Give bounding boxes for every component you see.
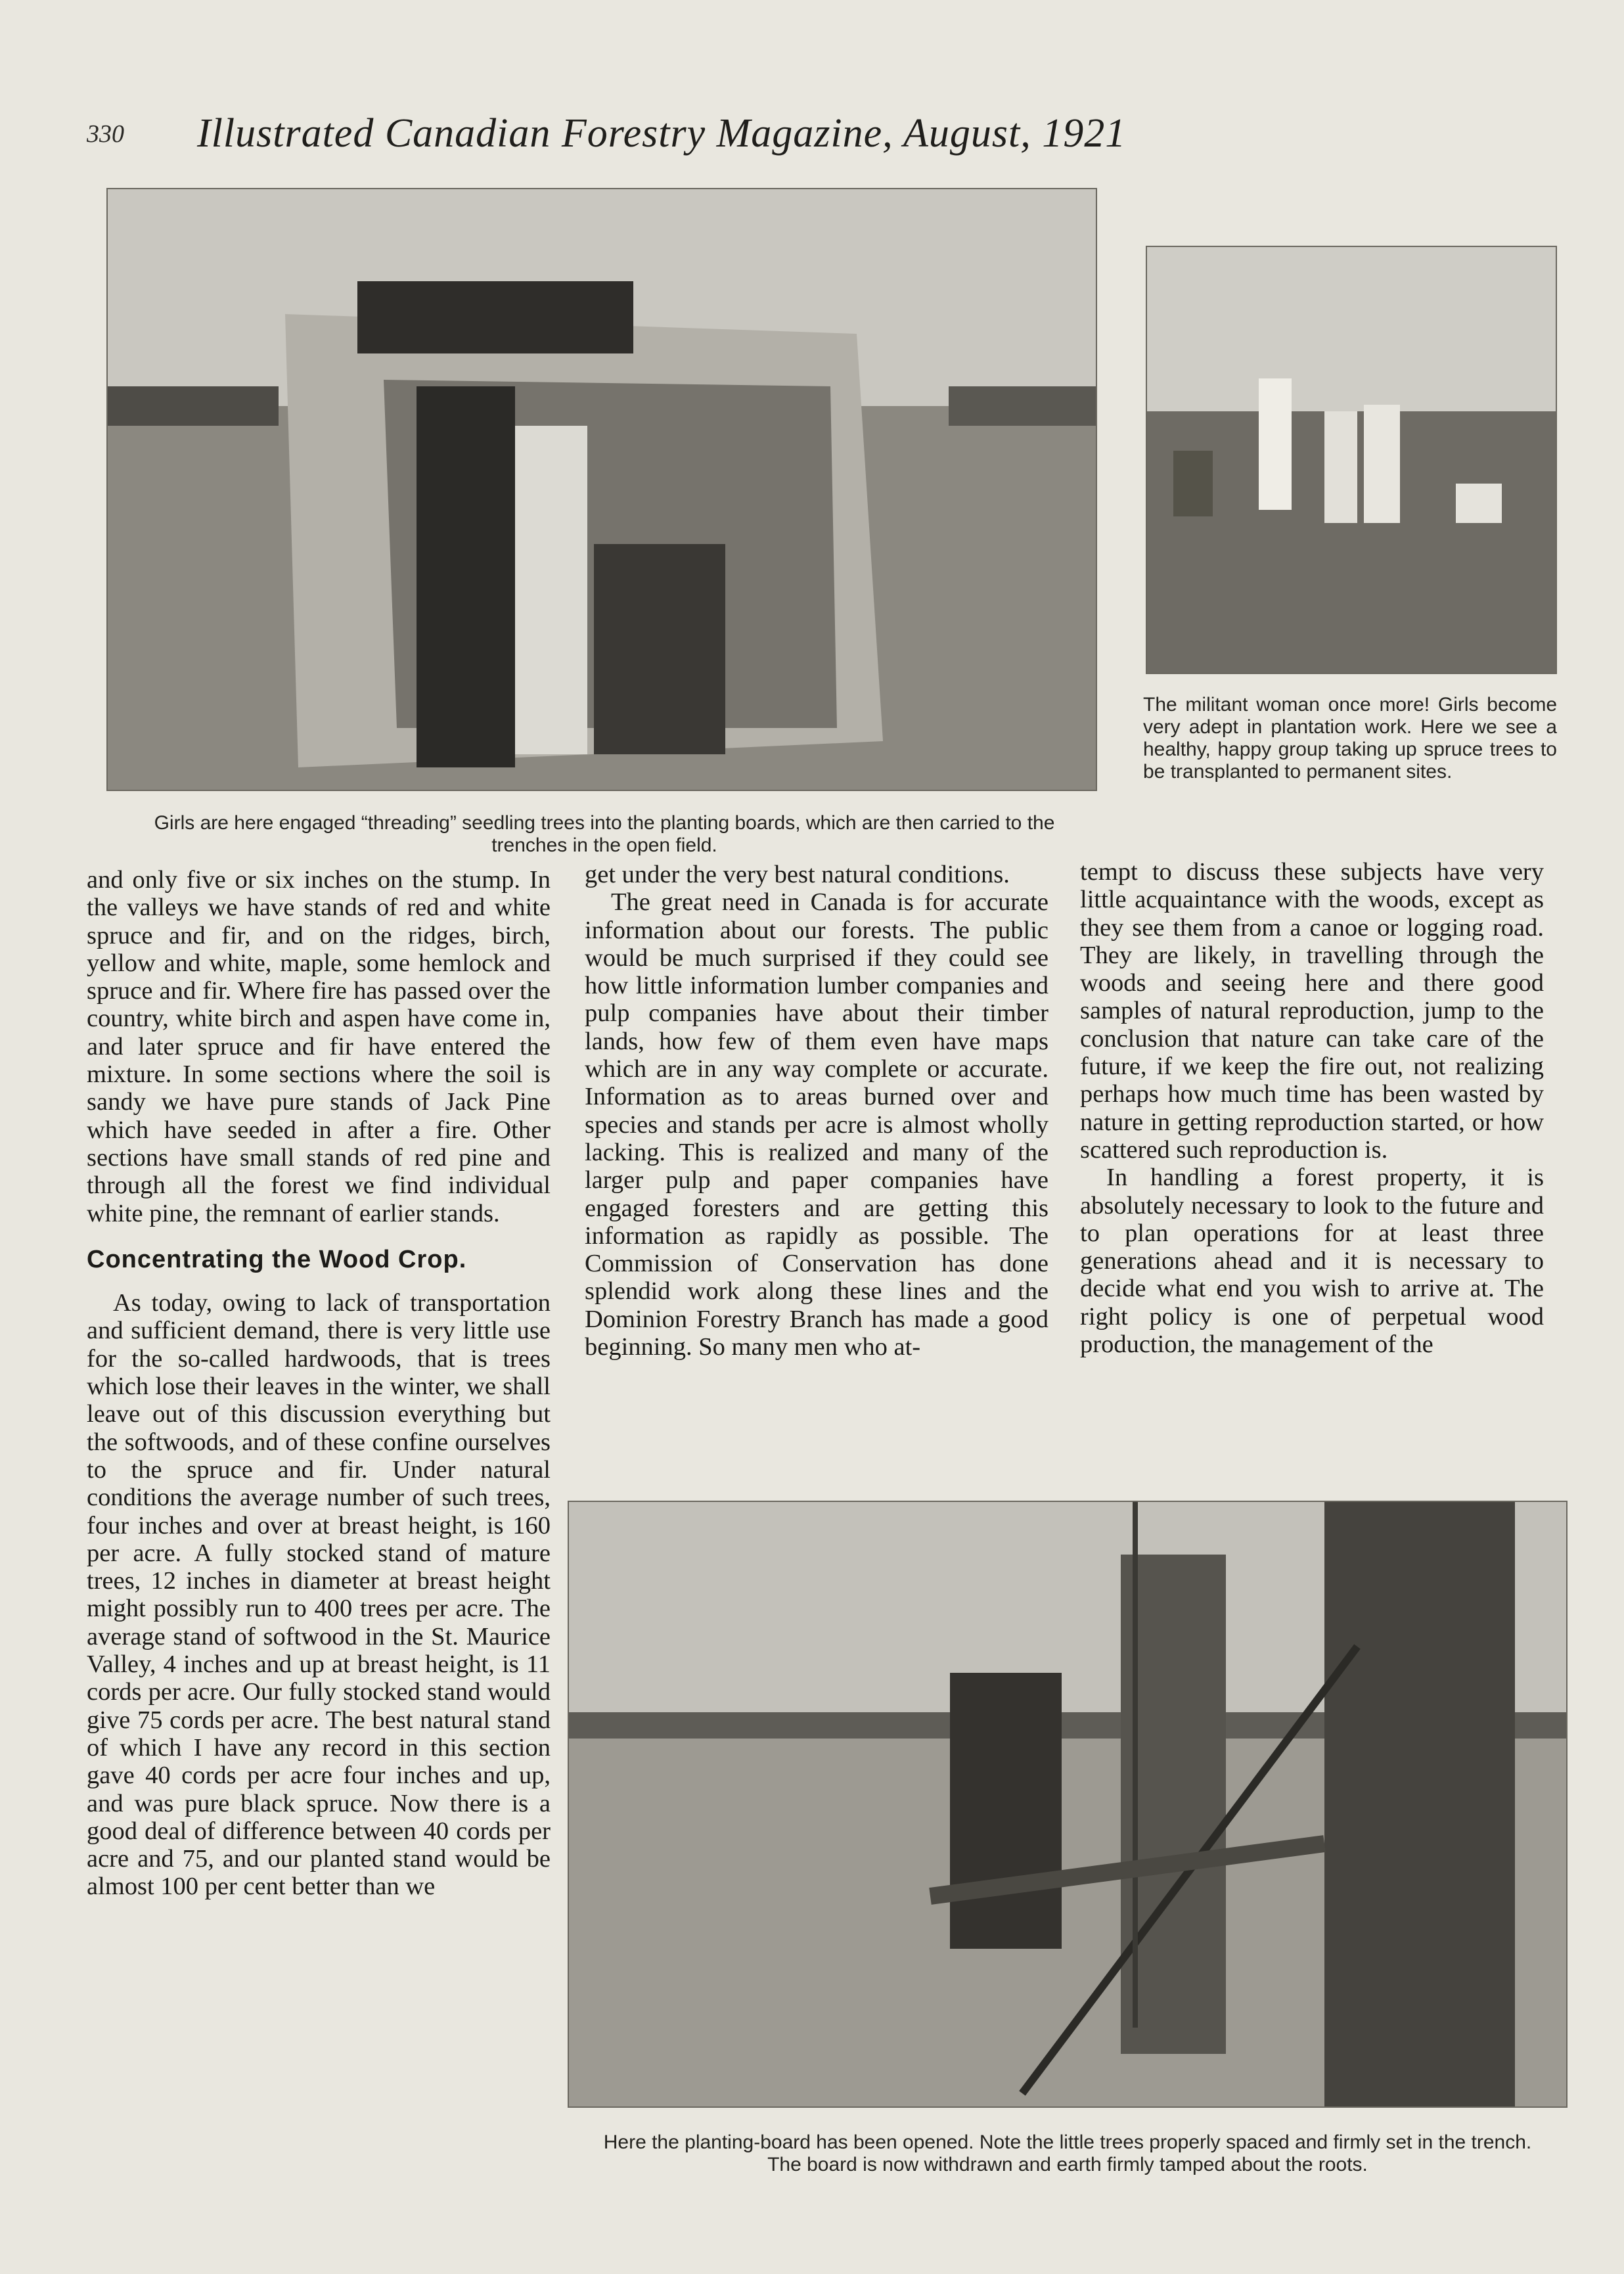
page-number: 330 xyxy=(87,120,124,148)
column-1-paragraph-1: and only five or six inches on the stump. In the valleys we have stands of red and white spruce and fir, and on the ridges, birch, yellow and white, maple, some hemlock and spruce and fir. Where fire has passed over the country, white birch and aspen have come in, and later spruce and fir have entered the mixture. In some sections where the soil is sandy we have pure stands of Jack Pine which have seeded in after a fire. Other sections have small stands of red pine and through all the forest we find individual white pine, the remnant of earlier stands. xyxy=(87,866,551,1227)
section-heading: Concentrating the Wood Crop. xyxy=(87,1245,467,1273)
column-1-paragraph-2: As today, owing to lack of transportation and sufficient demand, there is very little use for the so-called hardwoods, that is trees which lose their leaves in the winter, we shall leave out of this discussion everything but the softwoods, and of these confine ourselves to the spruce and fir. Under natural conditions the average number of such trees, four inches and over at breast height, is 160 per acre. A fully stocked stand of mature trees, 12 inches in diameter at breast height might possibly run to 400 trees per acre. The average stand of softwood in the St. Maurice Valley, 4 inches and up at breast height, is 11 cords per acre. Our fully stocked stand would give 75 cords per acre. The best natural stand of which I have any record in this section gave 40 cords per acre four inches and up, and was pure black spruce. Now there is a good deal of difference between 40 cords per acre and 75, and our planted stand would be almost 100 per cent better than we xyxy=(87,1289,551,1901)
column-3-paragraph-2: In handling a forest property, it is absolutely necessary to look to the future and to plan operations for at least three generations ahead and it is necessary to decide what end you wish to arrive at. The right policy is one of perpetual wood production, the management of the xyxy=(1080,1164,1544,1359)
running-title: Illustrated Canadian Forestry Magazine, August, 1921 xyxy=(197,111,1127,156)
photo-girls-threading-seedlings xyxy=(106,188,1097,791)
column-1 xyxy=(87,866,551,1901)
column-3-paragraph-1: tempt to discuss these subjects have very little acquaintance with the woods, except as they see them from a canoe or logging road. They are likely, in travelling through the woods and seeing here and there good samples of natural reproduction, jump to the conclusion that nature can take care of the future, if we keep the fire out, not realizing perhaps how much time has been wasted by nature in getting reproduction started, or how scattered such reproduction is. xyxy=(1080,858,1544,1164)
caption-photo-1: Girls are here engaged “threading” seedling trees into the planting boards, which are then carried to the trenches in the open field. xyxy=(154,812,1055,856)
caption-photo-2: The militant woman once more! Girls become very adept in plantation work. Here we see a healthy, happy group taking up spruce trees to be transplanted to permanent sites. xyxy=(1143,694,1557,783)
column-2-paragraph-1: get under the very best natural conditions. xyxy=(585,861,1010,888)
photo-girls-taking-up-spruce xyxy=(1146,246,1557,674)
caption-photo-3: Here the planting-board has been opened. Note the little trees properly spaced and firmly set in the trench. The board is now withdrawn and earth firmly tamped about the roots. xyxy=(603,2131,1532,2175)
column-3 xyxy=(1080,858,1544,1358)
column-2-paragraph-2: The great need in Canada is for accurate information about our forests. The public would be much surprised if they could see how little information lumber companies and pulp companies have about their timber lands, how few of them even have maps which are in any way complete or accurate. Information as to areas burned over and species and stands per acre is almost wholly lacking. This is realized and many of the larger pulp and paper companies have engaged foresters and are getting this information as rapidly as possible. The Commission of Conservation has done splendid work along these lines and the Dominion Forestry Branch has made a good beginning. So many men who at- xyxy=(585,888,1049,1361)
photo-planting-board-opened xyxy=(568,1501,1568,2108)
column-2 xyxy=(585,861,1049,1361)
